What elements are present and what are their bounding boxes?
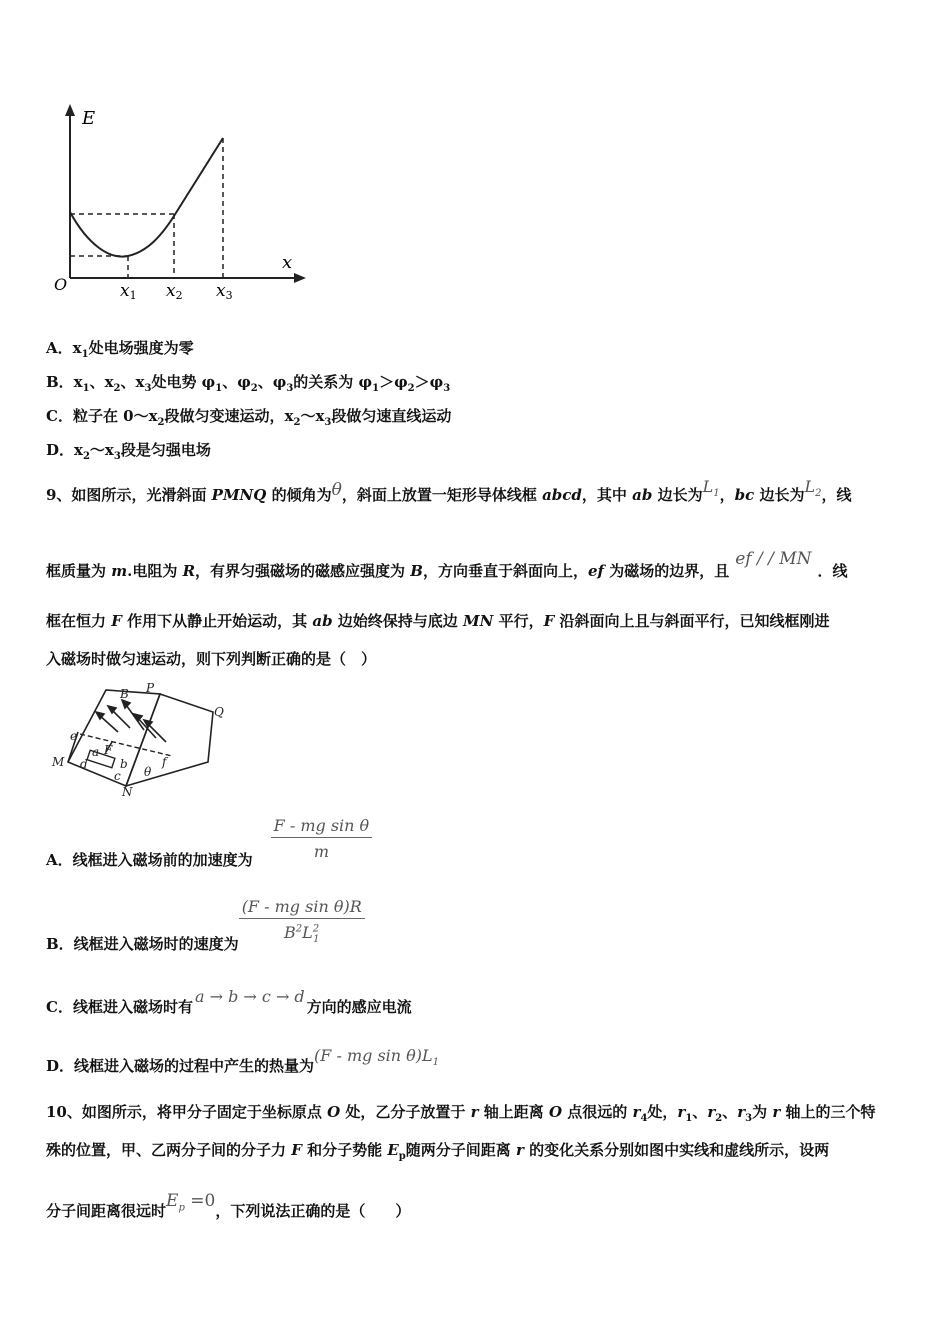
label-b: b (120, 757, 128, 771)
q10-stem-line2: 殊的位置，甲、乙两分子间的分子力 F 和分子势能 $E_p$随两分子间距离 r 的变化关系分别如图中实线和虚线所示，设两 (46, 1141, 830, 1162)
q9-stem-line1: 9、如图所示，光滑斜面 PMNQ 的倾角为θ，斜面上放置一矩形导体线框 abcd，其中 ab 边长为$L_1$，bc 边长为$L_2$，线 (46, 477, 852, 504)
label-P: P (146, 682, 155, 695)
field-arrowhead-4 (134, 714, 142, 721)
x-label: x (282, 252, 293, 273)
q9-stem-line4: 入磁场时做匀速运动，则下列判断正确的是（ ） (46, 650, 377, 668)
x2-label: x2 (166, 281, 183, 300)
e-x-graph (48, 100, 318, 300)
fraction-b: $\frac{\text{(F - mg sin θ)R}}{B^2L^2_1}$ (239, 897, 365, 945)
incline-side (126, 694, 213, 786)
label-d: d (80, 757, 88, 771)
origin-label: O (54, 275, 68, 294)
q9-option-a[interactable]: A．线框进入磁场前的加速度为 $\frac{\text{F - mg sin θ}}{m}$ (46, 816, 372, 861)
q9-option-b[interactable]: B．线框进入磁场时的速度为 $\frac{\text{(F - mg sin θ)R}}{B^2L^2_1}$ (46, 897, 365, 945)
label-e: e (70, 729, 78, 743)
incline-figure (48, 682, 238, 802)
label-c: c (114, 769, 121, 783)
fraction-a: $\frac{\text{F - mg sin θ}}{m}$ (271, 816, 373, 861)
x3-label: x3 (216, 281, 233, 300)
q10-stem-line3: 分子间距离很远时$E_p =0$，下列说法正确的是（ ） (46, 1191, 411, 1220)
y-label: E (82, 108, 96, 129)
q8-option-c[interactable]: C．粒子在 $0\sim x_2$段做匀变速运动，$x_2\sim x_3$段做匀速直线运动 (46, 407, 452, 428)
q8-option-b[interactable]: B．$x_1$、$x_2$、$x_3$处电势 $\varphi_1$、$\varphi_2$、$\varphi_3$的关系为 $\varphi_1>\varphi_2>\varphi_3$ (46, 373, 451, 394)
x1-label: x1 (120, 281, 137, 300)
label-Q: Q (214, 705, 224, 719)
label-a: a (92, 745, 100, 759)
label-N: N (122, 785, 133, 799)
field-arrowhead-3 (122, 700, 130, 708)
label-theta: θ (144, 765, 152, 779)
q8-option-d[interactable]: D．$x_2\sim x_3$段是匀强电场 (46, 441, 211, 462)
e-curve (70, 138, 223, 257)
q9-stem-line3: 框在恒力 F 作用下从静止开始运动，其 ab 边始终保持与底边 MN 平行，F 沿斜面向上且与斜面平行，已知线框刚进 (46, 612, 830, 630)
q10-stem-line1: 10、如图所示，将甲分子固定于坐标原点 O 处，乙分子放置于 r 轴上距离 O 点很远的 $r_4$处，$r_1$、$r_2$、$r_3$为 r 轴上的三个特 (46, 1103, 876, 1124)
q9-option-d[interactable]: D．线框进入磁场的过程中产生的热量为(F - mg $\sin \theta)L_1$ (46, 1046, 440, 1075)
label-f: f (162, 755, 167, 769)
q9-option-c[interactable]: C．线框进入磁场时有a → b → c → d方向的感应电流 (46, 987, 412, 1016)
q8-option-a[interactable]: A．$x_1$处电场强度为零 (46, 339, 194, 360)
q9-stem-line2: 框质量为 m.电阻为 R，有界匀强磁场的磁感应强度为 B，方向垂直于斜面向上，ef 为磁场的边界，且ef / / MN．线 (46, 549, 848, 580)
label-F: F (104, 743, 113, 757)
label-B: B (120, 687, 129, 701)
y-axis-arrow (65, 104, 75, 116)
x-axis-arrow (294, 273, 306, 283)
label-M: M (52, 755, 65, 769)
